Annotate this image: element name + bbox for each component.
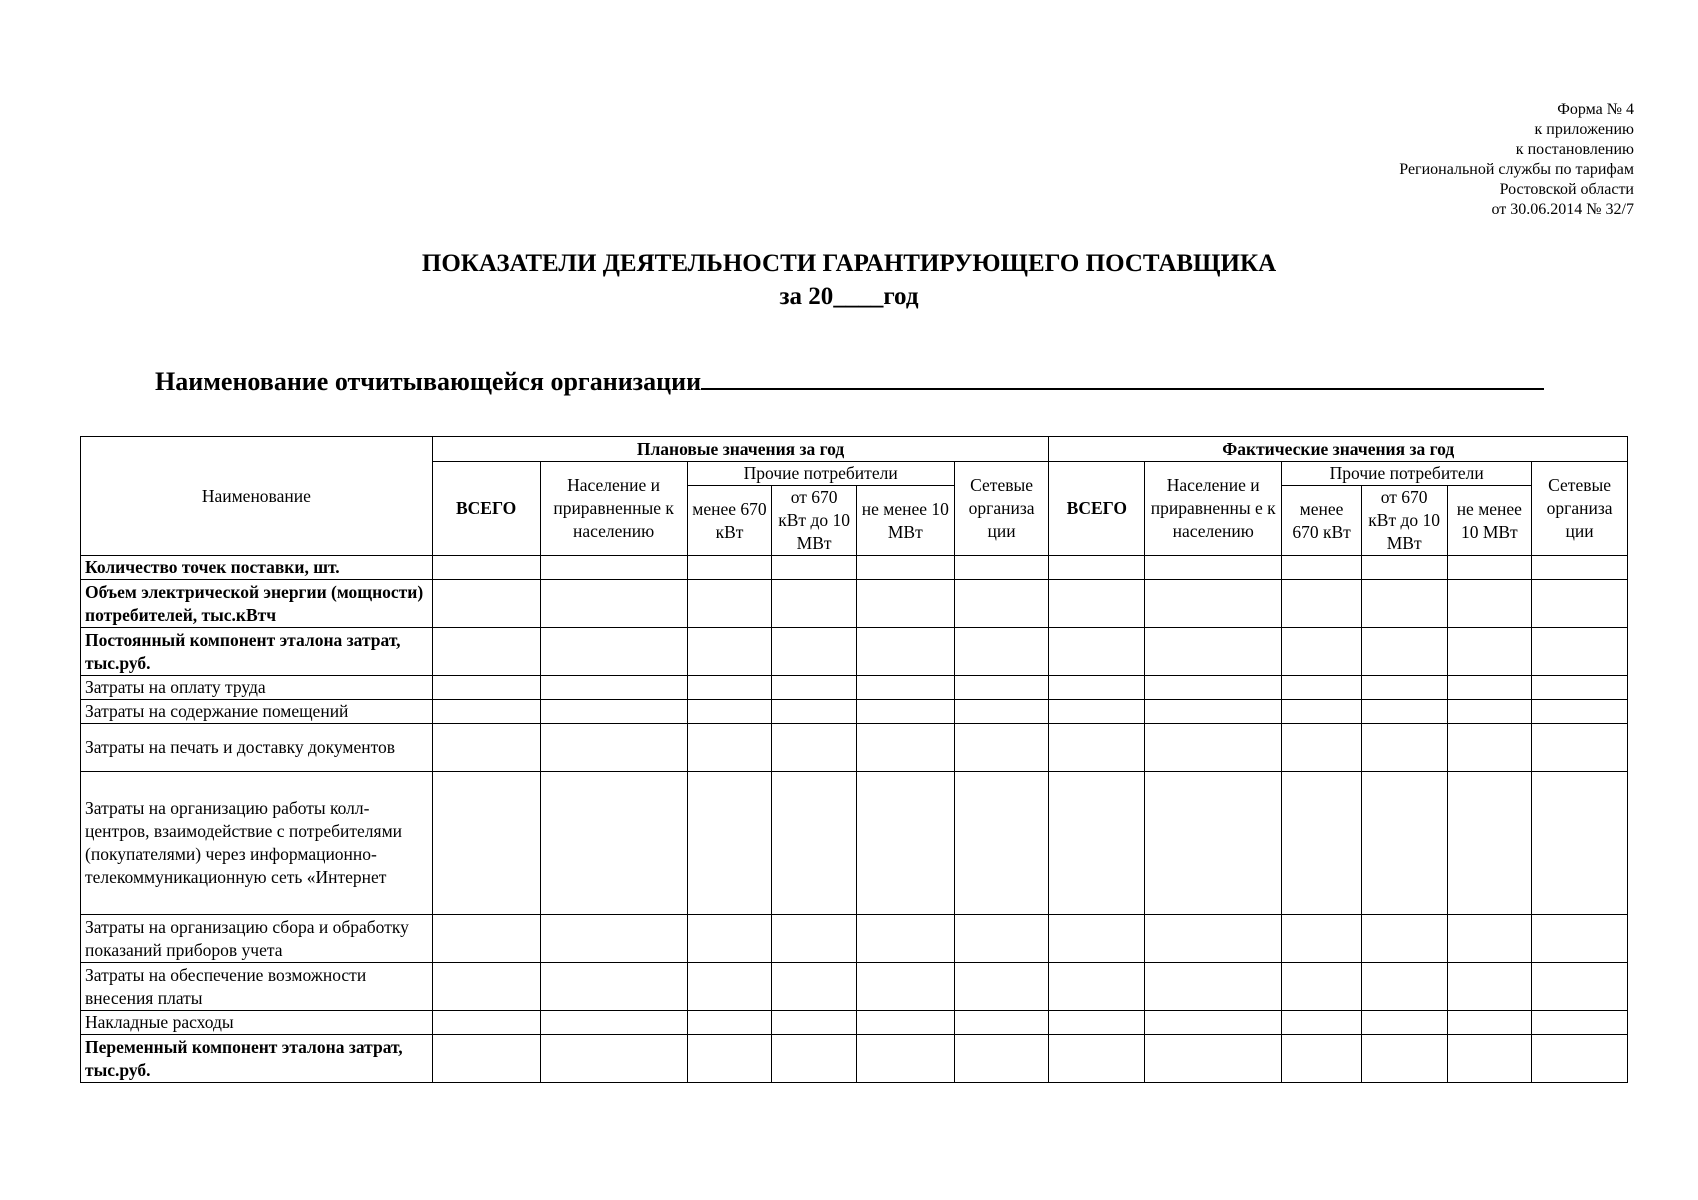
table-cell	[1532, 1035, 1628, 1083]
table-cell	[687, 580, 772, 628]
table-cell	[540, 915, 687, 963]
table-cell	[540, 676, 687, 700]
table-row	[81, 724, 1628, 772]
table-cell	[1145, 1011, 1282, 1035]
table-cell	[954, 580, 1049, 628]
form-header-line: Региональной службы по тарифам	[1399, 161, 1634, 178]
table-cell	[432, 1035, 540, 1083]
table-cell	[1361, 1011, 1447, 1035]
table-cell	[856, 556, 954, 580]
table-cell	[687, 556, 772, 580]
table-cell	[540, 963, 687, 1011]
table-cell	[540, 628, 687, 676]
table-cell	[687, 963, 772, 1011]
table-cell	[954, 724, 1049, 772]
table-cell	[856, 724, 954, 772]
table-cell	[687, 724, 772, 772]
table-cell	[432, 1011, 540, 1035]
table-cell	[954, 915, 1049, 963]
table-cell	[1145, 700, 1282, 724]
table-cell	[432, 963, 540, 1011]
table-cell	[954, 1035, 1049, 1083]
table-cell	[1282, 580, 1362, 628]
table-cell	[772, 700, 857, 724]
table-cell	[1361, 1035, 1447, 1083]
table-cell	[1282, 772, 1362, 915]
table-row	[81, 963, 1628, 1011]
table-cell	[856, 915, 954, 963]
table-cell	[954, 1011, 1049, 1035]
table-cell	[772, 1011, 857, 1035]
table-cell	[687, 628, 772, 676]
table-cell	[1282, 700, 1362, 724]
table-cell	[1447, 915, 1532, 963]
title-year-suffix: год	[883, 283, 919, 310]
table-cell	[540, 580, 687, 628]
table-cell	[1532, 915, 1628, 963]
row-label: Затраты на оплату труда	[81, 676, 433, 700]
table-cell	[1282, 915, 1362, 963]
header-name: Наименование	[81, 437, 433, 556]
row-label: Затраты на содержание помещений	[81, 700, 433, 724]
table-cell	[1361, 676, 1447, 700]
table-cell	[772, 580, 857, 628]
row-label: Количество точек поставки, шт.	[81, 556, 433, 580]
table-cell	[1447, 700, 1532, 724]
table-cell	[1049, 963, 1145, 1011]
table-row	[81, 580, 1628, 628]
row-label: Затраты на организацию работы колл-центров, взаимодействие с потребителями (покупателями) через информационно-телекоммуникационную сеть «Интернет	[81, 772, 433, 915]
table-cell	[1145, 915, 1282, 963]
table-cell	[687, 772, 772, 915]
header-plan-total: ВСЕГО	[432, 462, 540, 556]
row-label: Накладные расходы	[81, 1011, 433, 1035]
table-cell	[687, 1011, 772, 1035]
row-label: Объем электрической энергии (мощности) потребителей, тыс.кВтч	[81, 580, 433, 628]
table-cell	[954, 676, 1049, 700]
table-row	[81, 915, 1628, 963]
table-cell	[1532, 628, 1628, 676]
document-title	[0, 247, 1698, 313]
table-cell	[540, 724, 687, 772]
table-cell	[1447, 772, 1532, 915]
header-plan-population: Население и приравненные к населению	[540, 462, 687, 556]
header-plan-group: Плановые значения за год	[432, 437, 1049, 462]
indicators-table	[80, 436, 1628, 1083]
table-cell	[1282, 963, 1362, 1011]
table-cell	[687, 1035, 772, 1083]
header-plan-less670: менее 670 кВт	[687, 486, 772, 556]
table-cell	[1145, 580, 1282, 628]
table-cell	[1447, 676, 1532, 700]
table-cell	[1049, 1011, 1145, 1035]
table-cell	[1282, 724, 1362, 772]
table-cell	[1049, 676, 1145, 700]
table-cell	[1145, 676, 1282, 700]
table-cell	[856, 1011, 954, 1035]
table-cell	[432, 700, 540, 724]
form-approval-header	[1399, 100, 1634, 220]
organization-line	[155, 362, 1544, 397]
table-cell	[1049, 772, 1145, 915]
table-cell	[1361, 700, 1447, 724]
header-fact-less670: менее 670 кВт	[1282, 486, 1362, 556]
header-plan-over10: не менее 10 МВт	[856, 486, 954, 556]
table-cell	[432, 676, 540, 700]
form-header-line: Форма № 4	[1557, 101, 1634, 118]
table-cell	[772, 963, 857, 1011]
table-cell	[1447, 724, 1532, 772]
table-row	[81, 676, 1628, 700]
header-fact-total: ВСЕГО	[1049, 462, 1145, 556]
table-cell	[1361, 628, 1447, 676]
header-fact-population: Население и приравненны е к населению	[1145, 462, 1282, 556]
table-cell	[1049, 700, 1145, 724]
header-fact-network: Сетевые организа ции	[1532, 462, 1628, 556]
table-cell	[772, 676, 857, 700]
table-body	[81, 556, 1628, 1083]
table-cell	[1361, 724, 1447, 772]
table-cell	[1532, 676, 1628, 700]
table-cell	[1361, 556, 1447, 580]
table-row	[81, 628, 1628, 676]
row-label: Затраты на печать и доставку документов	[81, 724, 433, 772]
table-cell	[1361, 915, 1447, 963]
header-fact-other: Прочие потребители	[1282, 462, 1532, 486]
table-cell	[540, 700, 687, 724]
table-cell	[1447, 628, 1532, 676]
table-row	[81, 772, 1628, 915]
table-cell	[954, 700, 1049, 724]
table-cell	[1447, 963, 1532, 1011]
table-cell	[432, 915, 540, 963]
organization-name-blank	[701, 362, 1544, 390]
title-year-prefix: за 20	[779, 283, 834, 310]
table-cell	[1282, 1011, 1362, 1035]
table-cell	[954, 963, 1049, 1011]
table-cell	[1145, 628, 1282, 676]
header-fact-over10: не менее 10 МВт	[1447, 486, 1532, 556]
table-cell	[856, 1035, 954, 1083]
form-header-line: к постановлению	[1515, 141, 1634, 158]
table-cell	[687, 676, 772, 700]
table-cell	[1145, 1035, 1282, 1083]
organization-label: Наименование отчитывающейся организации	[155, 367, 702, 396]
table-cell	[772, 772, 857, 915]
title-line-2	[0, 280, 1698, 313]
table-cell	[432, 628, 540, 676]
table-cell	[1447, 580, 1532, 628]
table-cell	[1145, 963, 1282, 1011]
title-line-1: ПОКАЗАТЕЛИ ДЕЯТЕЛЬНОСТИ ГАРАНТИРУЮЩЕГО ПОСТАВЩИКА	[421, 250, 1277, 277]
table-cell	[1282, 556, 1362, 580]
header-fact-from670: от 670 кВт до 10 МВт	[1361, 486, 1447, 556]
table-cell	[1049, 724, 1145, 772]
table-cell	[1282, 628, 1362, 676]
row-label: Затраты на организацию сбора и обработку показаний приборов учета	[81, 915, 433, 963]
table-cell	[856, 963, 954, 1011]
table-cell	[954, 772, 1049, 915]
table-cell	[1361, 963, 1447, 1011]
table-cell	[1532, 556, 1628, 580]
table-cell	[1145, 772, 1282, 915]
header-plan-other: Прочие потребители	[687, 462, 954, 486]
title-year-blank: ____	[833, 283, 884, 310]
table-cell	[772, 1035, 857, 1083]
table-cell	[1447, 556, 1532, 580]
table-cell	[1361, 772, 1447, 915]
table-cell	[687, 700, 772, 724]
table-cell	[1282, 1035, 1362, 1083]
table-cell	[772, 724, 857, 772]
table-cell	[687, 915, 772, 963]
table-cell	[432, 772, 540, 915]
table-cell	[432, 556, 540, 580]
table-cell	[540, 1011, 687, 1035]
row-label: Постоянный компонент эталона затрат, тыс.руб.	[81, 628, 433, 676]
table-cell	[1145, 556, 1282, 580]
table-cell	[1447, 1011, 1532, 1035]
table-cell	[1532, 772, 1628, 915]
table-cell	[1282, 676, 1362, 700]
table-cell	[432, 724, 540, 772]
form-header-line: от 30.06.2014 № 32/7	[1491, 201, 1634, 218]
table-cell	[1145, 724, 1282, 772]
header-plan-network: Сетевые организа ции	[954, 462, 1049, 556]
table-cell	[856, 772, 954, 915]
table-cell	[540, 556, 687, 580]
table-cell	[772, 628, 857, 676]
table-cell	[1532, 963, 1628, 1011]
table-row	[81, 1035, 1628, 1083]
header-fact-group: Фактические значения за год	[1049, 437, 1628, 462]
form-header-line: к приложению	[1534, 121, 1634, 138]
table-cell	[772, 556, 857, 580]
table-cell	[540, 1035, 687, 1083]
table-cell	[540, 772, 687, 915]
table-cell	[954, 556, 1049, 580]
table-cell	[1049, 556, 1145, 580]
table-cell	[1049, 628, 1145, 676]
table-row	[81, 556, 1628, 580]
table-cell	[1532, 700, 1628, 724]
table-cell	[1532, 724, 1628, 772]
row-label: Затраты на обеспечение возможности внесения платы	[81, 963, 433, 1011]
table-cell	[856, 676, 954, 700]
table-cell	[1532, 1011, 1628, 1035]
table-cell	[856, 628, 954, 676]
table-row	[81, 1011, 1628, 1035]
table-cell	[1447, 1035, 1532, 1083]
table-cell	[856, 700, 954, 724]
table-cell	[1361, 580, 1447, 628]
table-cell	[1049, 1035, 1145, 1083]
table-cell	[1532, 580, 1628, 628]
form-header-line: Ростовской области	[1499, 181, 1634, 198]
table-cell	[772, 915, 857, 963]
table-cell	[1049, 580, 1145, 628]
table-cell	[432, 580, 540, 628]
table-cell	[954, 628, 1049, 676]
header-plan-from670: от 670 кВт до 10 МВт	[772, 486, 857, 556]
table-cell	[856, 580, 954, 628]
row-label: Переменный компонент эталона затрат, тыс.руб.	[81, 1035, 433, 1083]
table-cell	[1049, 915, 1145, 963]
table-row	[81, 700, 1628, 724]
